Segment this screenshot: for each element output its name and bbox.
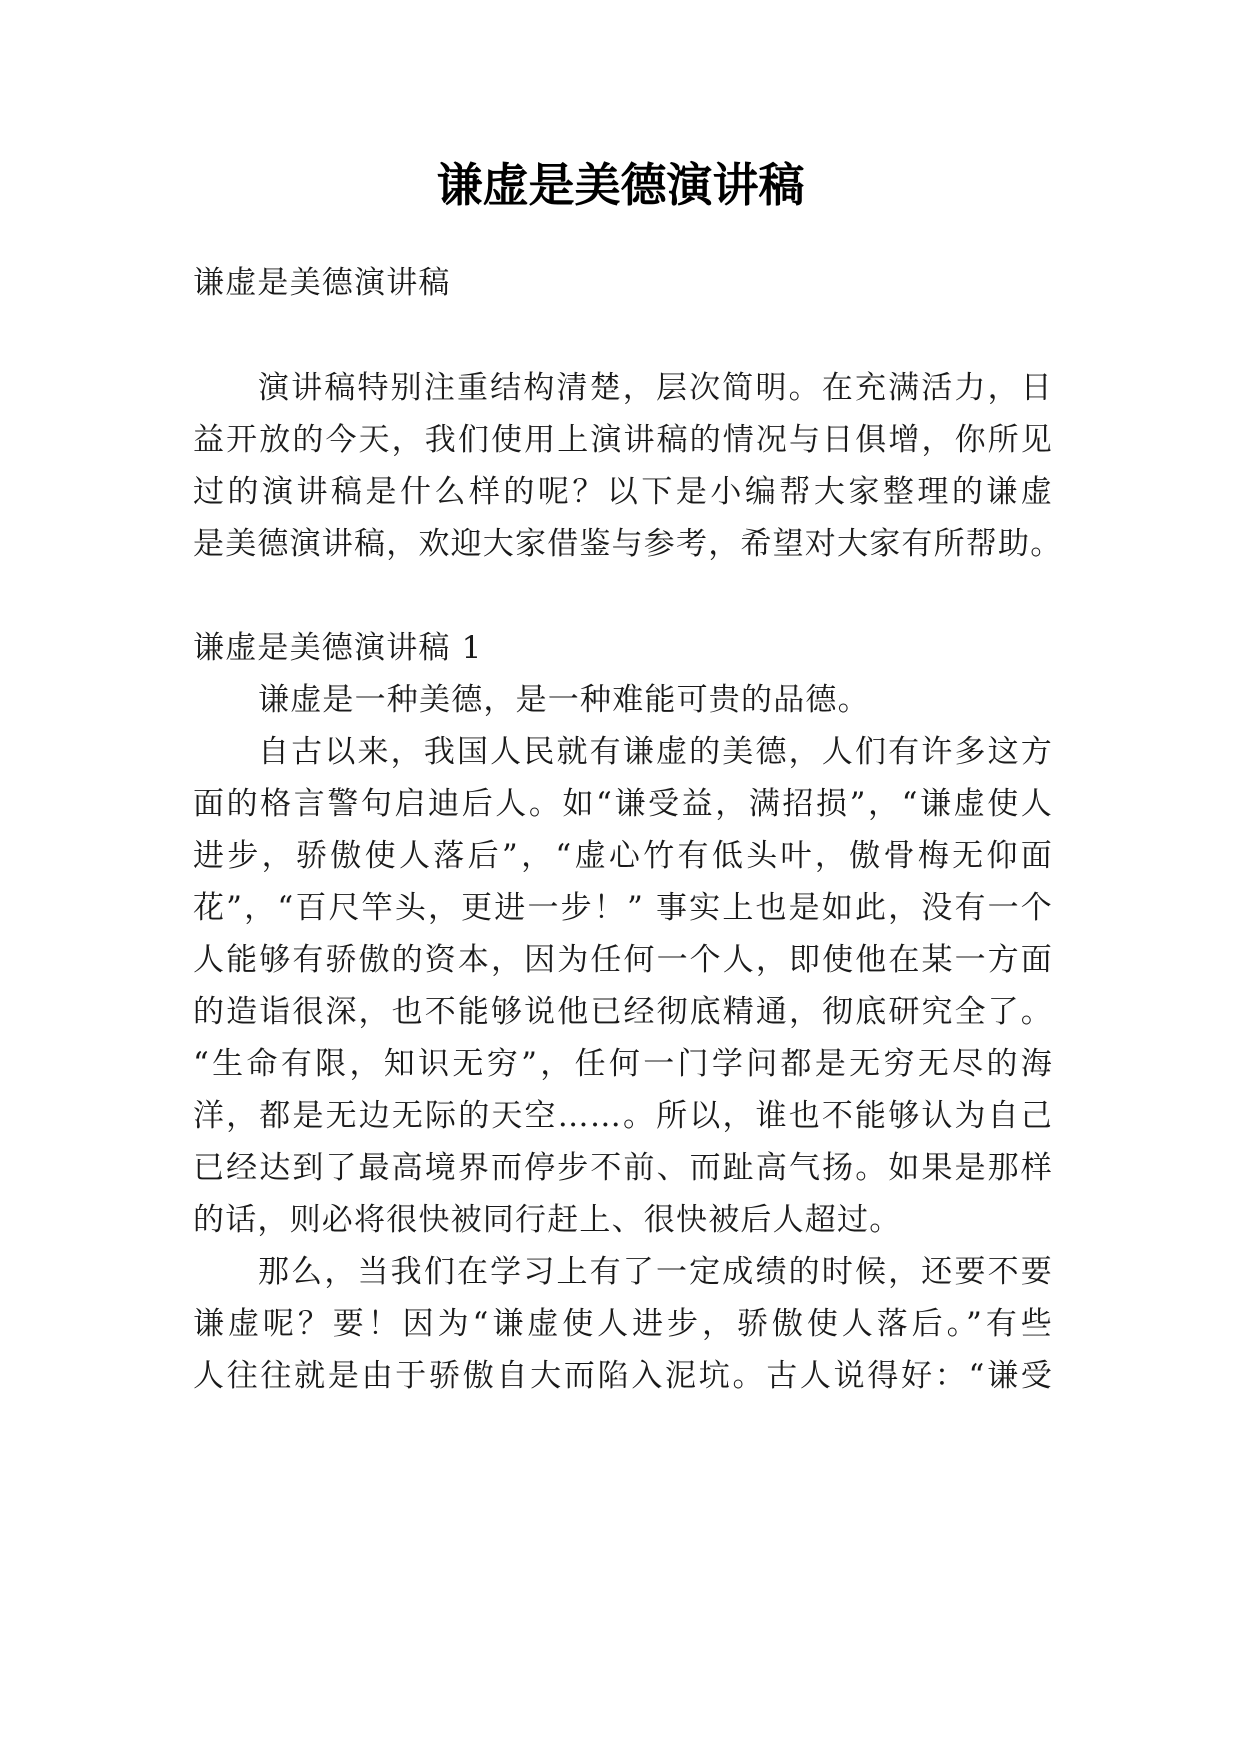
document-subtitle: 谦虚是美德演讲稿 xyxy=(193,265,451,301)
section-heading: 谦虚是美德演讲稿 1 xyxy=(193,630,483,666)
paragraph-line: “生命有限，知识无穷”，任何一门学问都是无穷无尽的海 xyxy=(193,1046,1053,1082)
paragraph-line: 面的格言警句启迪后人。如“谦受益，满招损”，“谦虚使人 xyxy=(193,786,1053,822)
intro-line: 演讲稿特别注重结构清楚，层次简明。在充满活力，日 xyxy=(258,370,1053,406)
document-title: 谦虚是美德演讲稿 xyxy=(436,158,805,212)
paragraph-line: 人往往就是由于骄傲自大而陷入泥坑。古人说得好：“谦受 xyxy=(193,1358,1053,1394)
paragraph-line: 的话，则必将很快被同行赶上、很快被后人超过。 xyxy=(193,1202,902,1238)
intro-line: 是美德演讲稿，欢迎大家借鉴与参考，希望对大家有所帮助。 xyxy=(193,526,1063,562)
paragraph-line: 那么，当我们在学习上有了一定成绩的时候，还要不要 xyxy=(258,1254,1053,1290)
paragraph-line: 自古以来，我国人民就有谦虚的美德，人们有许多这方 xyxy=(258,734,1053,770)
paragraph-line: 花”，“百尺竿头，更进一步！” 事实上也是如此，没有一个 xyxy=(193,890,1053,926)
intro-line: 益开放的今天，我们使用上演讲稿的情况与日俱增，你所见 xyxy=(193,422,1053,458)
intro-line: 过的演讲稿是什么样的呢？以下是小编帮大家整理的谦虚 xyxy=(193,474,1053,510)
paragraph-line: 谦虚呢？要！因为“谦虚使人进步，骄傲使人落后。”有些 xyxy=(193,1306,1053,1342)
paragraph-line: 洋，都是无边无际的天空……。所以，谁也不能够认为自己 xyxy=(193,1098,1053,1134)
paragraph-line: 谦虚是一种美德，是一种难能可贵的品德。 xyxy=(258,682,870,718)
paragraph-line: 已经达到了最高境界而停步不前、而趾高气扬。如果是那样 xyxy=(193,1150,1053,1186)
paragraph-line: 进步，骄傲使人落后”，“虚心竹有低头叶，傲骨梅无仰面 xyxy=(193,838,1053,874)
paragraph-line: 人能够有骄傲的资本，因为任何一个人，即使他在某一方面 xyxy=(193,942,1053,978)
paragraph-line: 的造诣很深，也不能够说他已经彻底精通，彻底研究全了。 xyxy=(193,994,1053,1030)
